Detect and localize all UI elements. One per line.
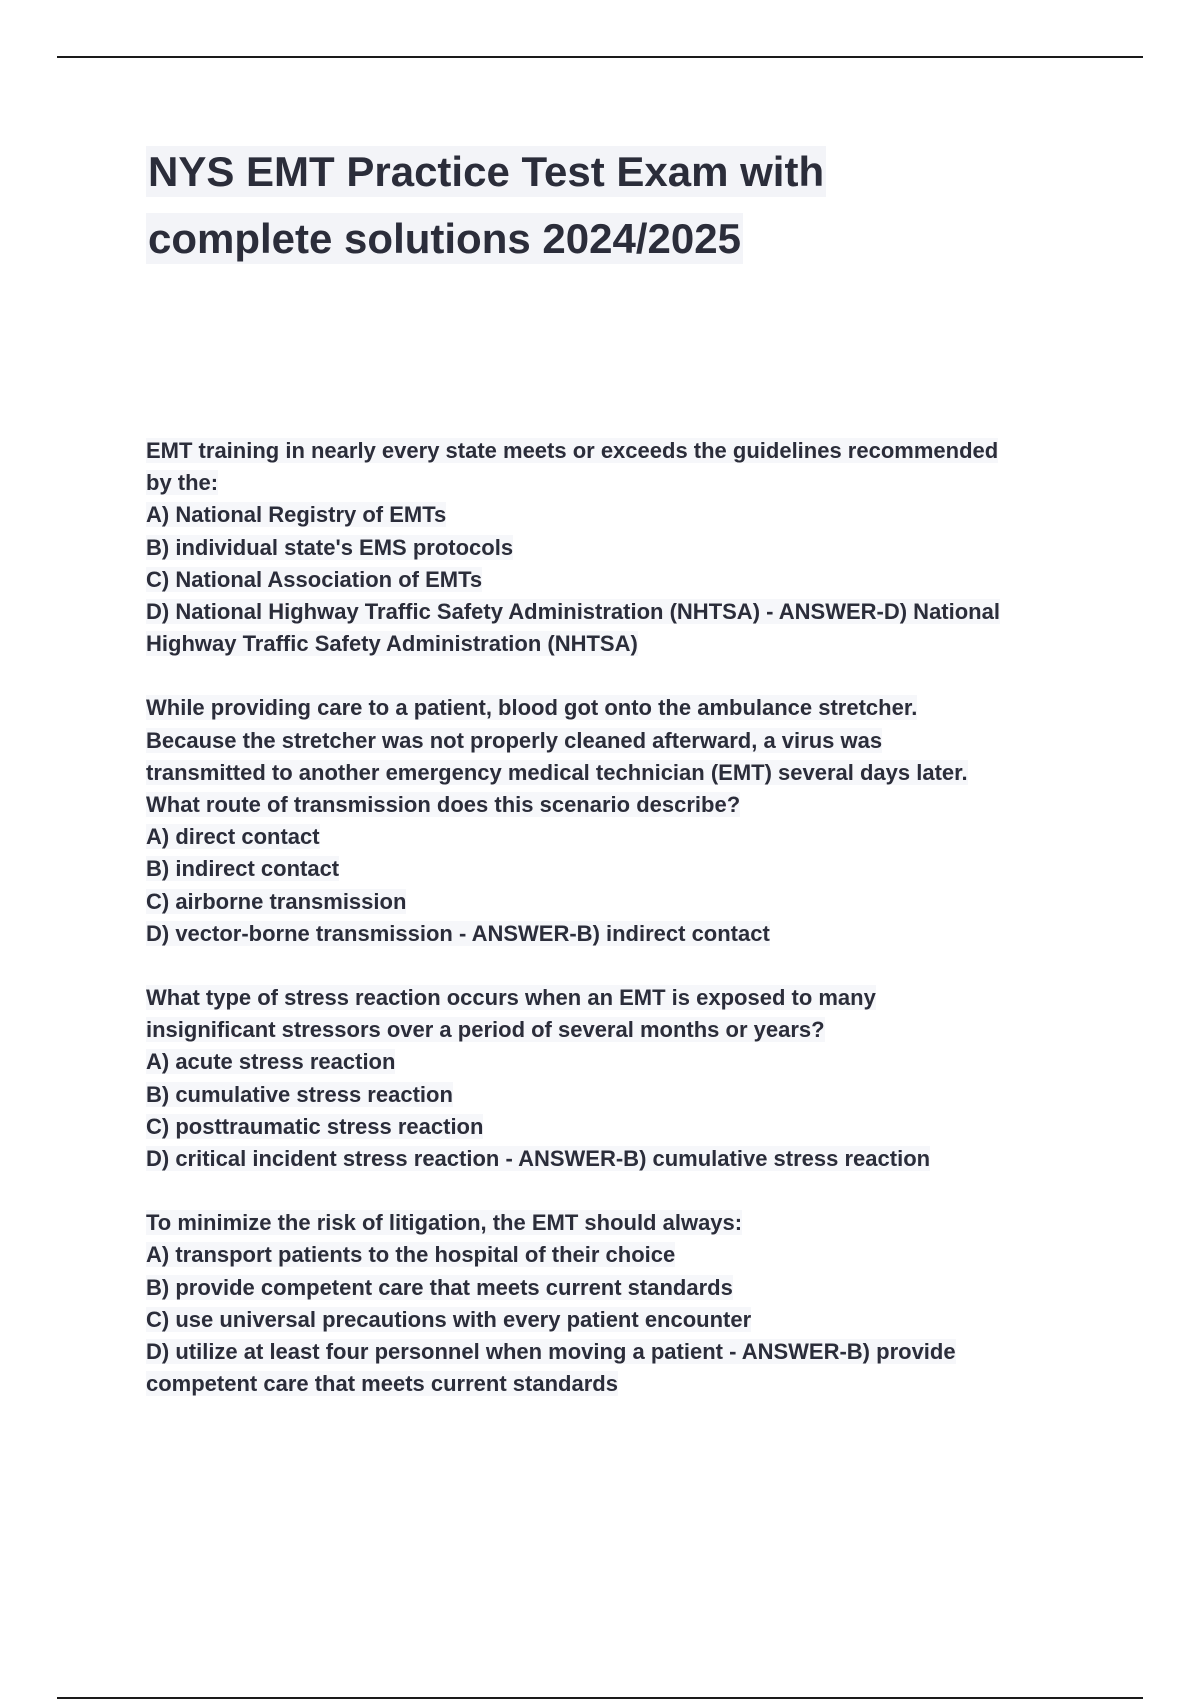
question-text-line: What route of transmission does this scenario describe? [146, 792, 741, 818]
answer-option: C) use universal precautions with every patient encounter [146, 1306, 752, 1332]
answer-option: D) National Highway Traffic Safety Administration (NHTSA) - ANSWER-D) National [146, 599, 1000, 625]
title-line: complete solutions 2024/2025 [148, 215, 741, 262]
title-line: NYS EMT Practice Test Exam with [148, 148, 825, 195]
answer-option: B) provide competent care that meets current standards [146, 1274, 733, 1300]
question-block [146, 982, 1096, 1175]
answer-option: D) utilize at least four personnel when moving a patient - ANSWER-B) provide [146, 1339, 956, 1365]
answer-option: D) vector-borne transmission - ANSWER-B) indirect contact [146, 920, 770, 946]
answer-option: A) transport patients to the hospital of their choice [146, 1242, 676, 1268]
bottom-rule [57, 1697, 1143, 1699]
answer-key: competent care that meets current standards [146, 1371, 618, 1397]
question-list [146, 435, 1096, 1432]
question-text-line: While providing care to a patient, blood got onto the ambulance stretcher. [146, 695, 918, 721]
answer-option: A) direct contact [146, 824, 320, 850]
answer-option: D) critical incident stress reaction - ANSWER-B) cumulative stress reaction [146, 1146, 931, 1172]
question-text-line: EMT training in nearly every state meets or exceeds the guidelines recommended [146, 438, 999, 463]
question-block [146, 692, 1096, 950]
question-block [146, 435, 1096, 660]
top-rule [57, 56, 1143, 58]
answer-option: C) airborne transmission [146, 888, 407, 914]
question-text-line: transmitted to another emergency medical technician (EMT) several days later. [146, 759, 968, 785]
question-block [146, 1207, 1096, 1400]
question-text-line: What type of stress reaction occurs when an EMT is exposed to many [146, 985, 876, 1011]
answer-option: C) National Association of EMTs [146, 566, 483, 592]
answer-option: B) individual state's EMS protocols [146, 534, 514, 560]
question-text-line: insignificant stressors over a period of several months or years? [146, 1017, 825, 1043]
answer-option: B) cumulative stress reaction [146, 1081, 453, 1107]
document-title [146, 138, 1086, 272]
answer-option: B) indirect contact [146, 856, 340, 882]
answer-key: Highway Traffic Safety Administration (NHTSA) [146, 631, 638, 657]
question-text-line: To minimize the risk of litigation, the EMT should always: [146, 1210, 743, 1236]
question-text-line: by the: [146, 470, 219, 496]
answer-option: A) acute stress reaction [146, 1049, 396, 1075]
answer-option: A) National Registry of EMTs [146, 502, 447, 528]
question-text-line: Because the stretcher was not properly cleaned afterward, a virus was [146, 727, 883, 753]
answer-option: C) posttraumatic stress reaction [146, 1113, 484, 1139]
